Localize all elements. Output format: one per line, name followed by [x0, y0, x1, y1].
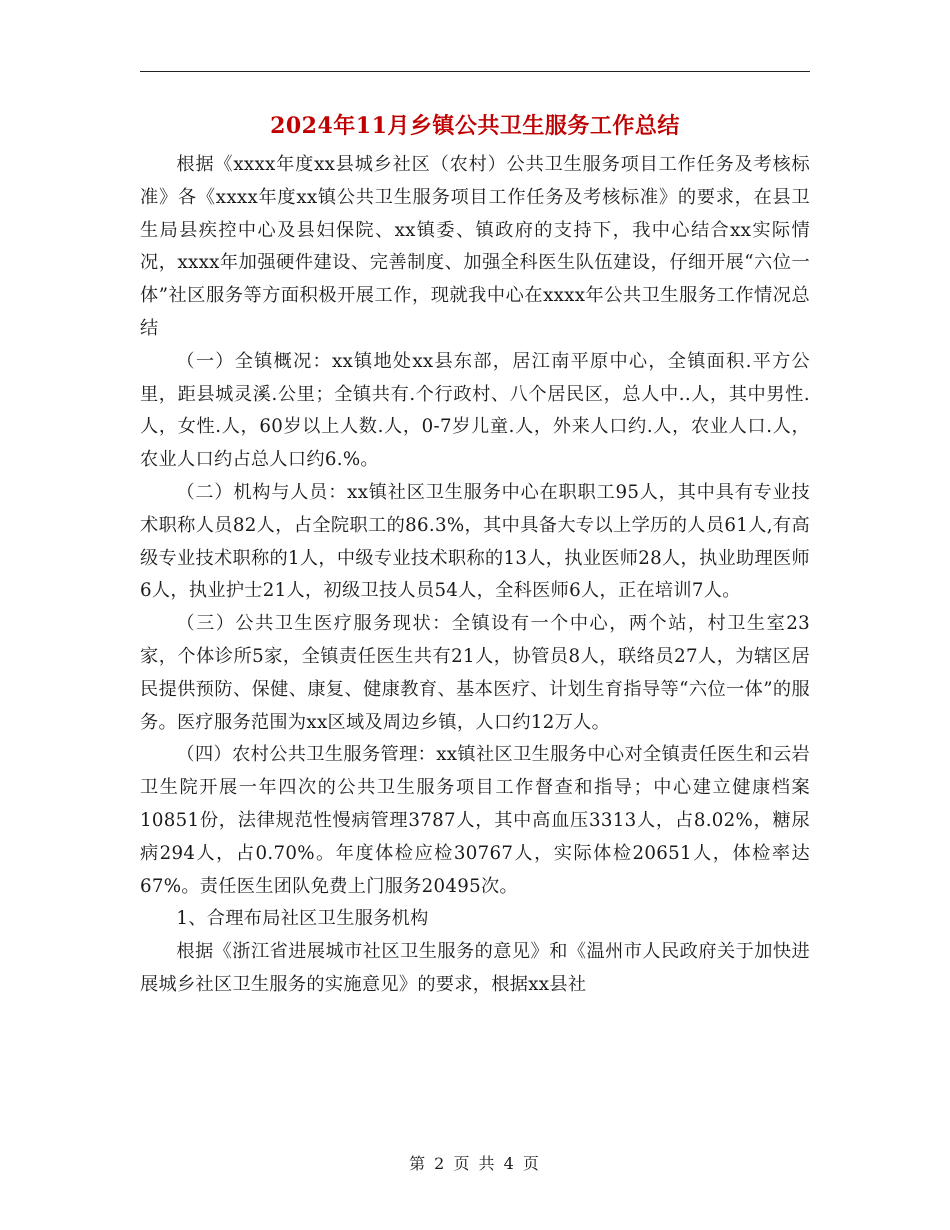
section-heading: 1、合理布局社区卫生服务机构: [176, 908, 429, 930]
page-number: 第 2 页 共 4 页: [409, 1154, 541, 1173]
paragraph-intro: 根据《xxxx年度xx县城乡社区（农村）公共卫生服务项目工作任务及考核标准》各《xxxx年度xx镇公共卫生服务项目工作任务及考核标准》的要求，在县卫生局县疾控中心及县妇保院、xx镇委、镇政府的支持下，我中心结合xx实际情况，xxxx年加强硬件建设、完善制度、加强全科医生队伍建设，仔细开展“六位一体”社区服务等方面积极开展工作，现就我中心在xxxx年公共卫生服务工作情况总结: [140, 154, 810, 339]
paragraph-services: （三）公共卫生医疗服务现状：全镇设有一个中心，两个站，村卫生室23家，个体诊所5家，全镇责任医生共有21人，协管员8人，联络员27人，为辖区居民提供预防、保健、康复、健康教育、基本医疗、计划生育指导等“六位一体”的服务。医疗服务范围为xx区域及周边乡镇，人口约12万人。: [140, 613, 810, 733]
header-rule: [140, 71, 810, 72]
document-body: [140, 149, 810, 1002]
document-title: 2024年11月乡镇公共卫生服务工作总结: [270, 113, 680, 139]
paragraph-overview: （一）全镇概况：xx镇地处xx县东部，居江南平原中心，全镇面积.平方公里，距县城灵溪.公里；全镇共有.个行政村、八个居民区，总人中..人，其中男性.人，女性.人，60岁以上人数.人，0-7岁儿童.人，外来人口约.人，农业人口.人，农业人口约占总人口约6.%。: [140, 350, 810, 471]
paragraph-staff: （二）机构与人员：xx镇社区卫生服务中心在职职工95人，其中具有专业技术职称人员82人，占全院职工的86.3%，其中具备大专以上学历的人员61人,有高级专业技术职称的1人，中级专业技术职称的13人，执业医师28人，执业助理医师6人，执业护士21人，初级卫技人员54人，全科医师6人，正在培训7人。: [140, 481, 810, 602]
paragraph-layout: 根据《浙江省进展城市社区卫生服务的意见》和《温州市人民政府关于加快进展城乡社区卫生服务的实施意见》的要求，根据xx县社: [140, 941, 810, 995]
paragraph-management: （四）农村公共卫生服务管理：xx镇社区卫生服务中心对全镇责任医生和云岩卫生院开展一年四次的公共卫生服务项目工作督查和指导；中心建立健康档案10851份，法律规范性慢病管理3787人，其中高血压3313人，占8.02%，糖尿病294人，占0.70%。年度体检应检30767人，实际体检20651人，体检率达67%。责任医生团队免费上门服务20495次。: [140, 744, 810, 897]
